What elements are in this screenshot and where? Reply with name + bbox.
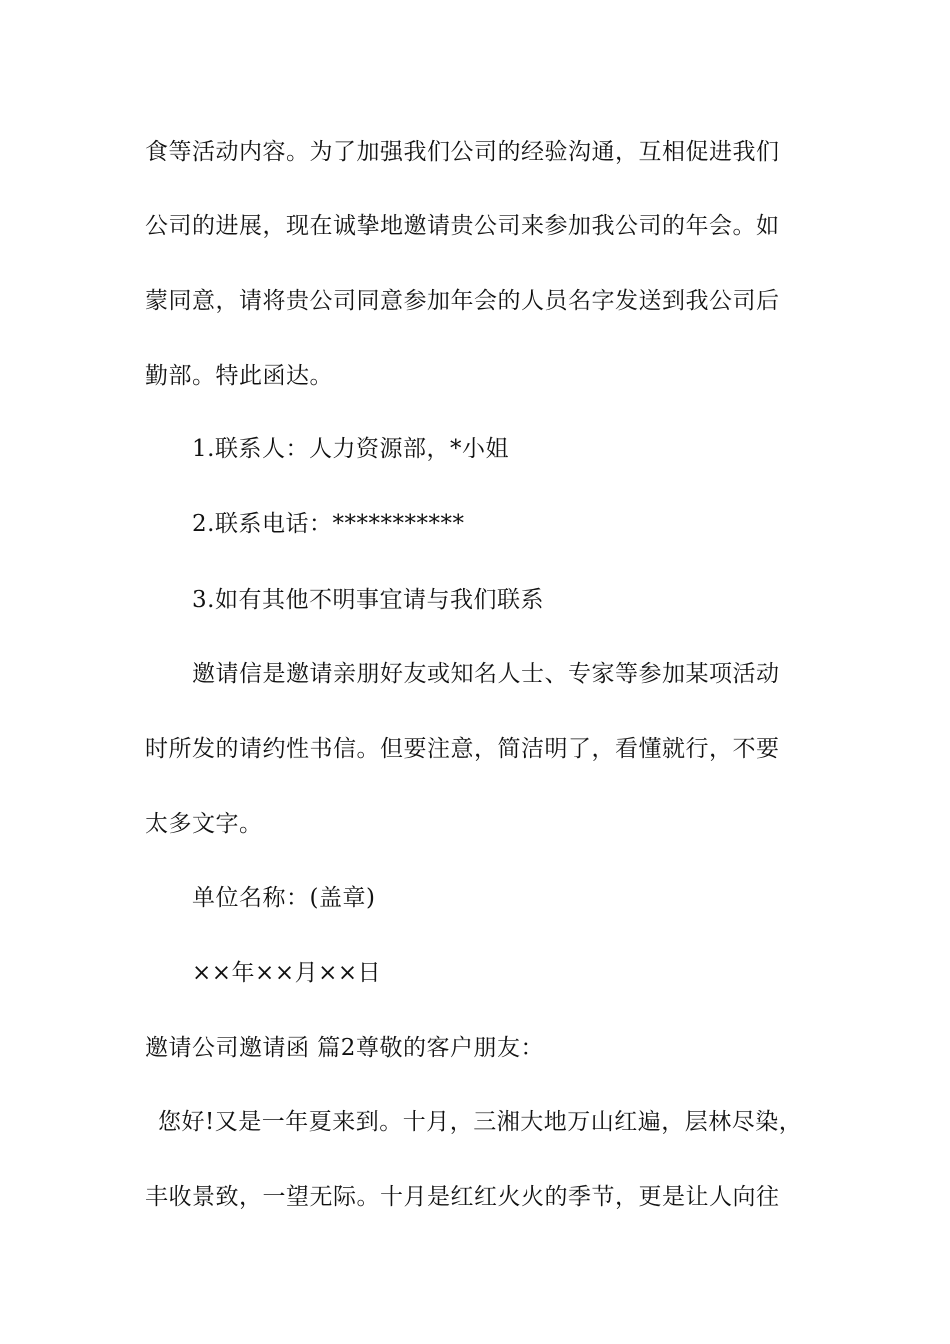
body-text-line: 太多文字。: [145, 811, 263, 837]
body-text-line: 公司的进展，现在诚挚地邀请贵公司来参加我公司的年会。如: [145, 213, 780, 239]
greeting-line: 您好!又是一年夏来到。十月，三湘大地万山红遍，层林尽染，: [158, 1109, 803, 1135]
body-text-line: 食等活动内容。为了加强我们公司的经验沟通，互相促进我们: [145, 139, 780, 165]
body-text-line: 邀请信是邀请亲朋好友或知名人士、专家等参加某项活动: [192, 661, 780, 687]
organization-seal-line: 单位名称：(盖章): [192, 885, 376, 911]
contact-person-item: 1.联系人：人力资源部，*小姐: [192, 436, 509, 462]
body-text-line: 蒙同意，请将贵公司同意参加年会的人员名字发送到我公司后: [145, 288, 780, 314]
other-matters-item: 3.如有其他不明事宜请与我们联系: [192, 587, 544, 613]
date-line: ××年××月××日: [192, 960, 382, 986]
body-text-line: 勤部。特此函达。: [145, 363, 333, 389]
body-text-line: 丰收景致，一望无际。十月是红红火火的季节，更是让人向往: [145, 1184, 780, 1210]
section-heading: 邀请公司邀请函 篇2尊敬的客户朋友：: [145, 1035, 544, 1061]
contact-phone-item: 2.联系电话：***********: [192, 511, 465, 537]
body-text-line: 时所发的请约性书信。但要注意，简洁明了，看懂就行，不要: [145, 736, 780, 762]
